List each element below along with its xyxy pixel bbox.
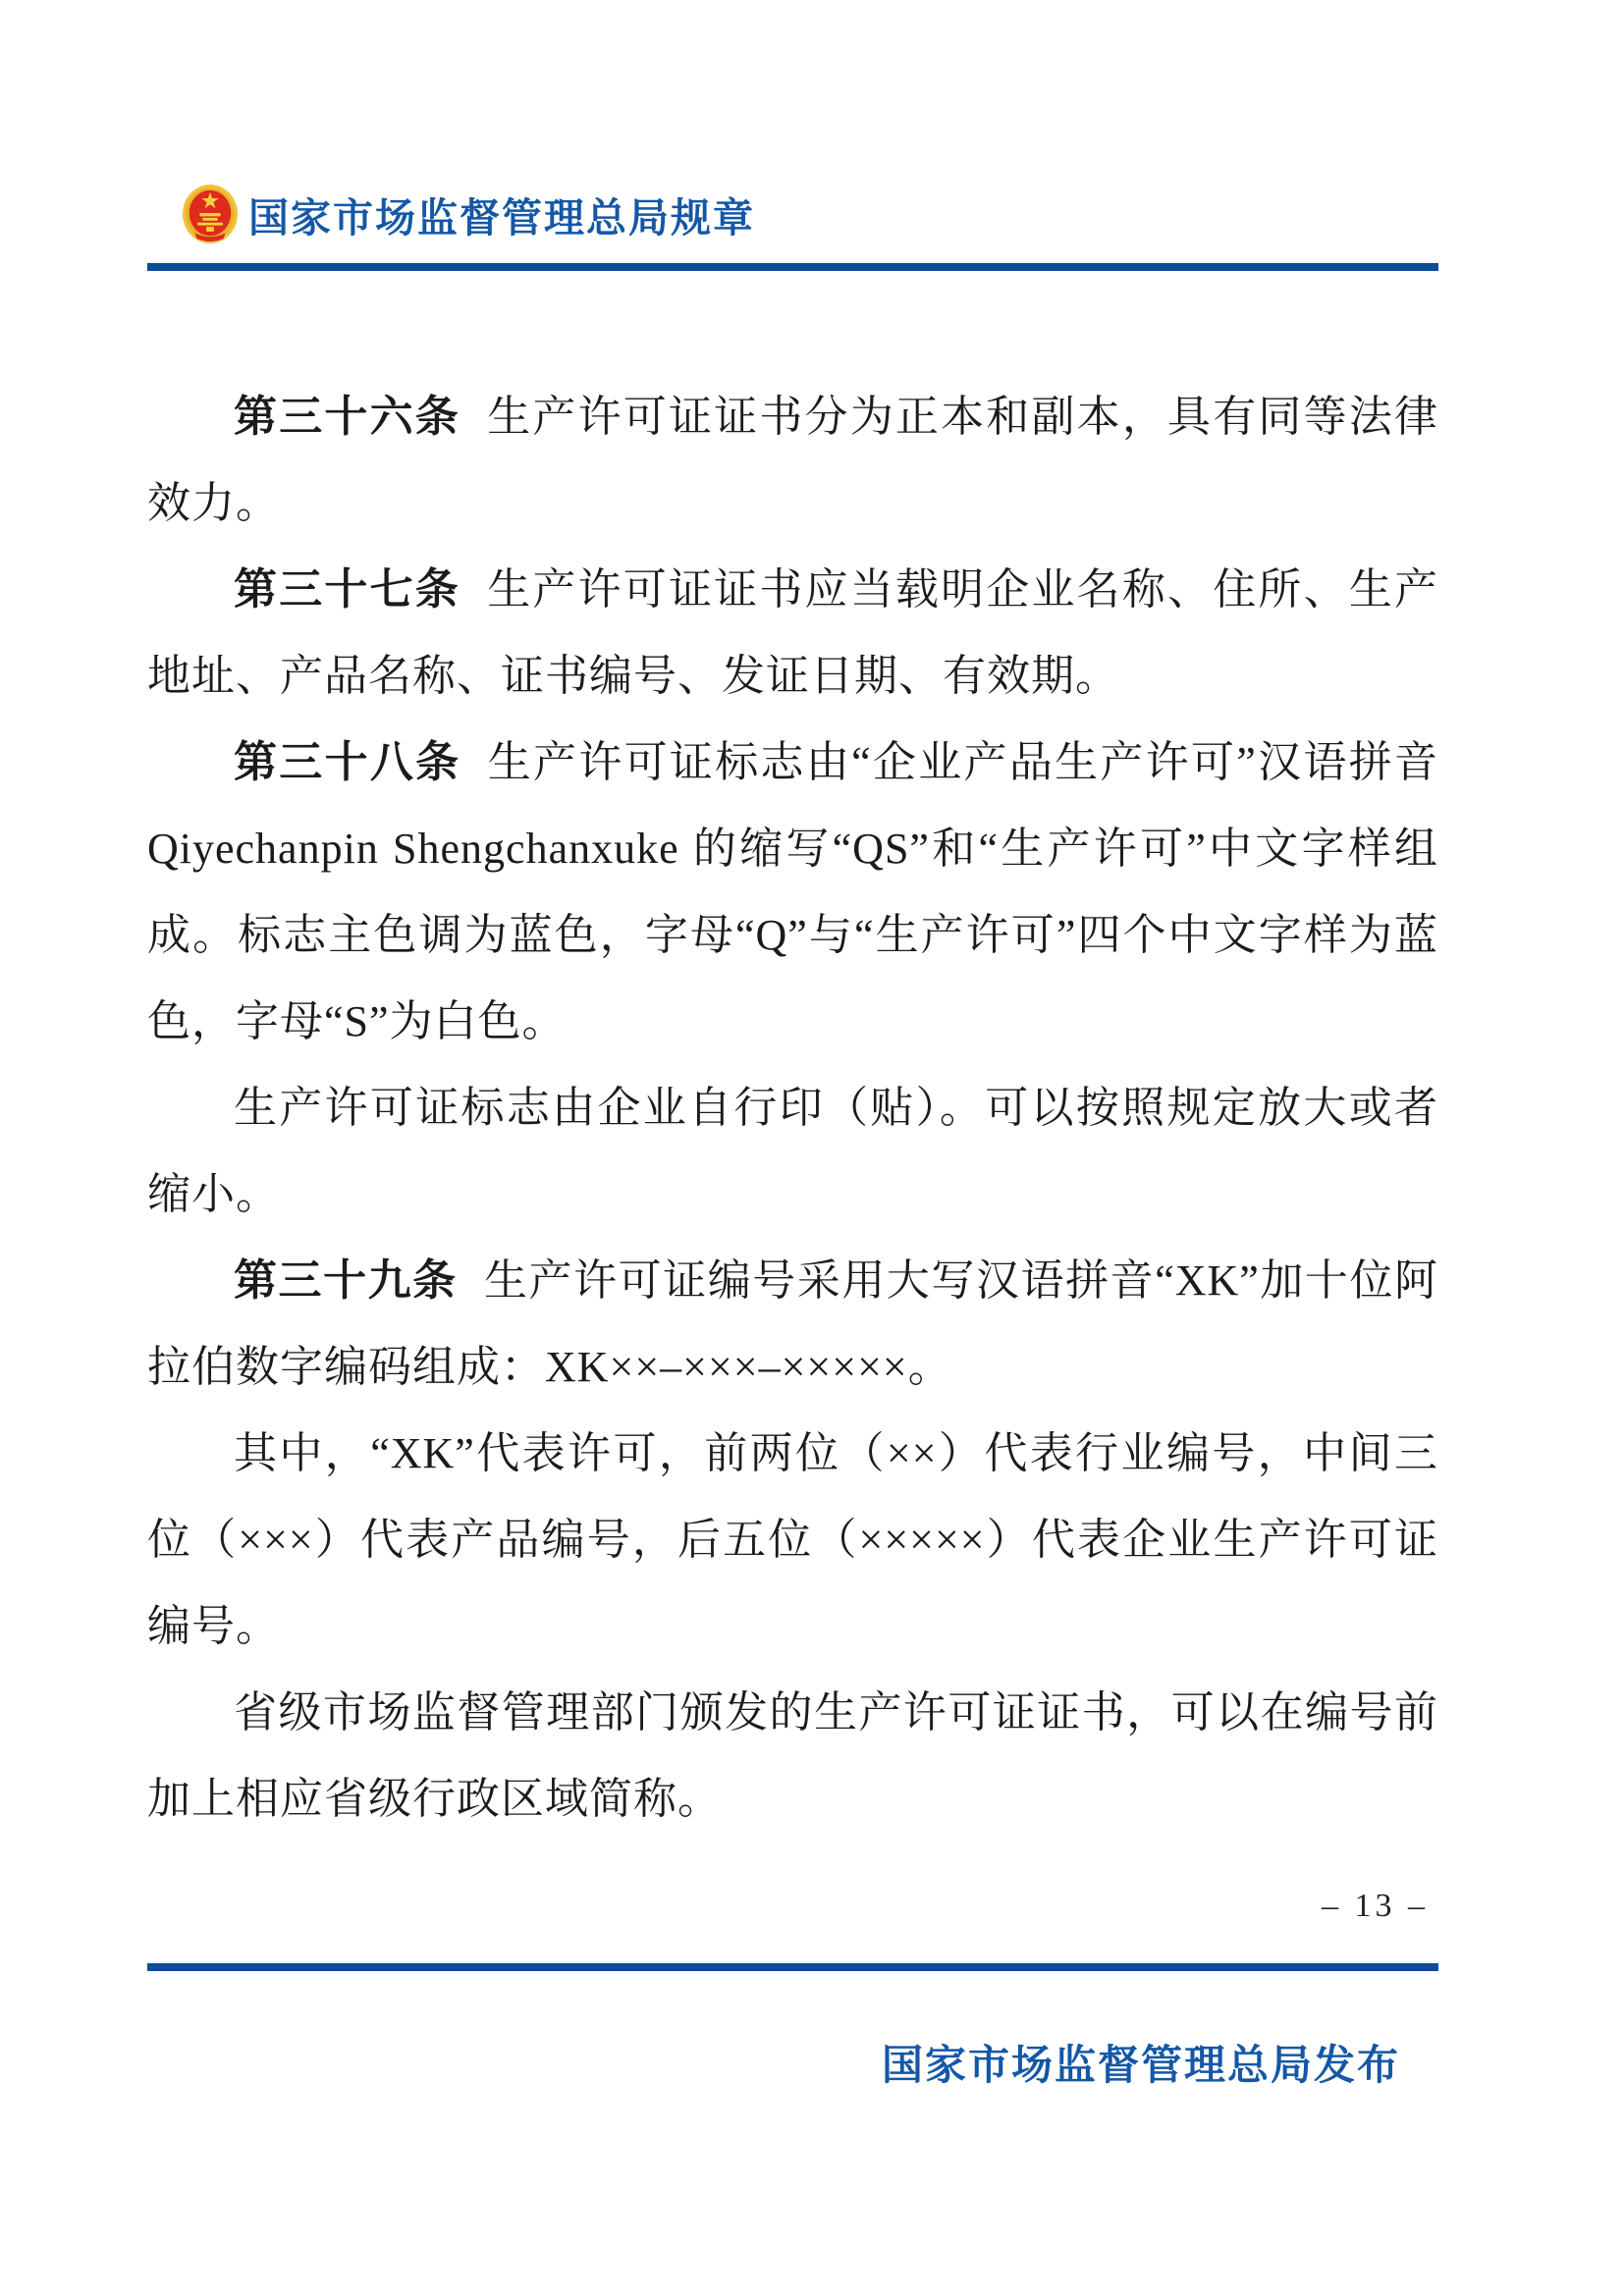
article-term: 第三十八条 — [234, 738, 461, 786]
paragraph — [147, 1065, 1438, 1238]
paragraph-text: 其中，“XK”代表许可，前两位（××）代表行业编号，中间三位（×××）代表产品编号，后五位（×××××）代表企业生产许可证编号。 — [147, 1429, 1438, 1650]
paragraph — [147, 1411, 1438, 1670]
paragraph-text: 生产许可证证书应当载明企业名称、住所、生产地址、产品名称、证书编号、发证日期、有效期。 — [147, 565, 1439, 700]
page-header — [182, 183, 1438, 245]
paragraph-text: 生产许可证标志由企业自行印（贴）。可以按照规定放大或者缩小。 — [147, 1084, 1438, 1218]
article-term: 第三十六条 — [234, 393, 460, 441]
paragraph — [147, 1670, 1438, 1842]
footer-divider — [147, 1963, 1438, 1971]
paragraph — [147, 374, 1438, 547]
article-term: 第三十九条 — [234, 1256, 458, 1305]
page-number: – 13 – — [1322, 1888, 1429, 1924]
china-national-emblem-icon — [182, 184, 239, 244]
paragraph — [147, 720, 1438, 1065]
paragraph — [147, 1238, 1438, 1411]
document-body — [0, 374, 1624, 1842]
paragraph-text: 生产许可证编号采用大写汉语拼音“XK”加十位阿拉伯数字编码组成：XK××–×××–×××××。 — [147, 1256, 1438, 1391]
page-title: 国家市场监督管理总局规章 — [248, 194, 755, 240]
paragraph-text: 生产许可证证书分为正本和副本，具有同等法律效力。 — [147, 393, 1439, 527]
publisher-label: 国家市场监督管理总局发布 — [881, 2042, 1400, 2088]
paragraph — [147, 547, 1438, 720]
header-divider — [147, 263, 1438, 271]
article-term: 第三十七条 — [234, 565, 460, 614]
paragraph-text: 生产许可证标志由“企业产品生产许可”汉语拼音 Qiyechanpin Shengchanxuke 的缩写“QS”和“生产许可”中文字样组成。标志主色调为蓝色，字母“Q”与“生产许可”四个中文字样为蓝色，字母“S”为白色。 — [147, 738, 1439, 1045]
paragraph-text: 省级市场监督管理部门颁发的生产许可证证书，可以在编号前加上相应省级行政区域简称。 — [147, 1688, 1438, 1823]
